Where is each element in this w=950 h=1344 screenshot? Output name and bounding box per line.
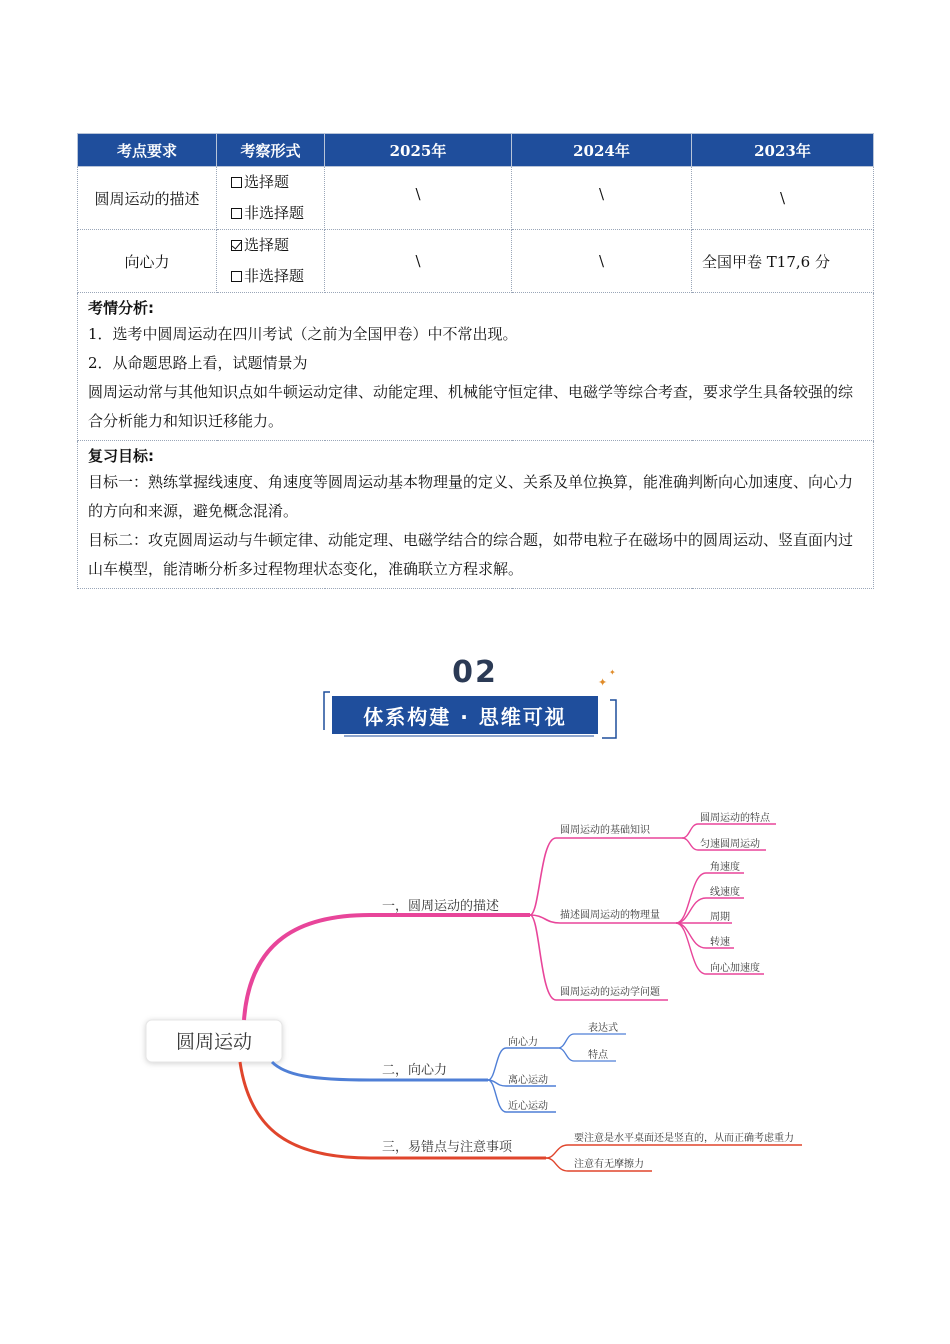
year-2025-cell: \: [325, 230, 512, 293]
node-label: 向心加速度: [710, 963, 760, 974]
option-choice: [231, 167, 324, 198]
node-label: 角速度: [710, 862, 740, 873]
analysis-line: 2．从命题思路上看，试题情景为: [88, 354, 308, 372]
year-2023-cell: 全国甲卷 T17,6 分: [692, 230, 874, 293]
branch-label: 一，圆周运动的描述: [382, 899, 500, 914]
node-label: 近心运动: [508, 1101, 548, 1112]
node-label: 向心力: [508, 1037, 538, 1048]
node-label: 离心运动: [508, 1075, 548, 1086]
section-title: 体系构建 · 思维可视: [332, 696, 598, 734]
checkbox-icon: [231, 208, 242, 219]
form-cell: [217, 167, 325, 230]
node-label: 要注意是水平桌面还是竖直的，从而正确考虑重力: [574, 1133, 794, 1144]
branch-line: [558, 1034, 626, 1048]
year-2025-cell: \: [325, 167, 512, 230]
topic-cell: 圆周运动的描述: [78, 167, 217, 230]
header-2024: 2024年: [512, 134, 692, 167]
root-label: 圆周运动: [175, 1031, 253, 1053]
header-form: 考察形式: [217, 134, 325, 167]
option-label: 非选择题: [244, 204, 305, 222]
checked-checkbox-icon: [231, 240, 242, 251]
branch-label: 二，向心力: [382, 1063, 448, 1078]
goal-line: 目标一：熟练掌握线速度、角速度等圆周运动基本物理量的定义、关系及单位换算，能准确判断向心加速度、向心力的方向和来源，避免概念混淆。: [88, 473, 854, 520]
option-nonchoice: [231, 261, 324, 292]
branch-label: 三，易错点与注意事项: [382, 1140, 513, 1155]
branch-line: [244, 915, 530, 1020]
analysis-heading: 考情分析:: [88, 299, 154, 317]
topic-cell: 向心力: [78, 230, 217, 293]
node-label: 匀速圆周运动: [700, 839, 760, 850]
analysis-line: 1．选考中圆周运动在四川考试（之前为全国甲卷）中不常出现。: [88, 325, 518, 343]
goals-heading: 复习目标:: [88, 447, 154, 465]
option-choice: [231, 230, 324, 261]
year-2023-cell: \: [692, 167, 874, 230]
option-label: 非选择题: [244, 267, 305, 285]
goals-row: [78, 441, 874, 589]
node-label: 圆周运动的特点: [700, 813, 770, 824]
branch-line: [682, 824, 776, 838]
node-label: 描述圆周运动的物理量: [560, 910, 660, 921]
branch-line: [546, 1145, 802, 1158]
node-label: 表达式: [588, 1023, 618, 1034]
checkbox-icon: [231, 271, 242, 282]
analysis-cell: [78, 293, 874, 441]
goal-line: 目标二：攻克圆周运动与牛顿定律、动能定理、电磁学结合的综合题，如带电粒子在磁场中的圆周运动、竖直面内过山车模型，能清晰分析多过程物理状态变化，准确联立方程求解。: [88, 531, 854, 578]
year-2024-cell: \: [512, 230, 692, 293]
sparkle-icon: ✦: [598, 676, 608, 689]
analysis-row: [78, 293, 874, 441]
node-label: 圆周运动的运动学问题: [560, 987, 660, 998]
option-label: 选择题: [244, 173, 290, 191]
year-2024-cell: \: [512, 167, 692, 230]
branch-line: [272, 1062, 488, 1080]
table-row: [78, 230, 874, 293]
option-label: 选择题: [244, 236, 290, 254]
header-topic: 考点要求: [78, 134, 217, 167]
form-cell: [217, 230, 325, 293]
node-label: 注意有无摩擦力: [574, 1159, 644, 1170]
table-row: [78, 167, 874, 230]
analysis-line: 圆周运动常与其他知识点如牛顿运动定律、动能定理、机械能守恒定律、电磁学等综合考查，要求学生具备较强的综合分析能力和知识迁移能力。: [88, 383, 854, 430]
header-2023: 2023年: [692, 134, 874, 167]
section-number: 02: [452, 655, 498, 690]
node-label: 线速度: [710, 887, 740, 898]
node-label: 周期: [710, 912, 730, 923]
mind-map: [0, 790, 950, 1210]
header-2025: 2025年: [325, 134, 512, 167]
node-label: 圆周运动的基础知识: [560, 825, 650, 836]
option-nonchoice: [231, 198, 324, 229]
goals-cell: [78, 441, 874, 589]
table-header-row: [78, 134, 874, 167]
exam-table: [77, 133, 874, 589]
sparkle-icon: ✦: [609, 668, 616, 677]
branch-line: [530, 838, 682, 915]
checkbox-icon: [231, 177, 242, 188]
node-label: 特点: [588, 1050, 608, 1061]
node-label: 转速: [710, 937, 730, 948]
